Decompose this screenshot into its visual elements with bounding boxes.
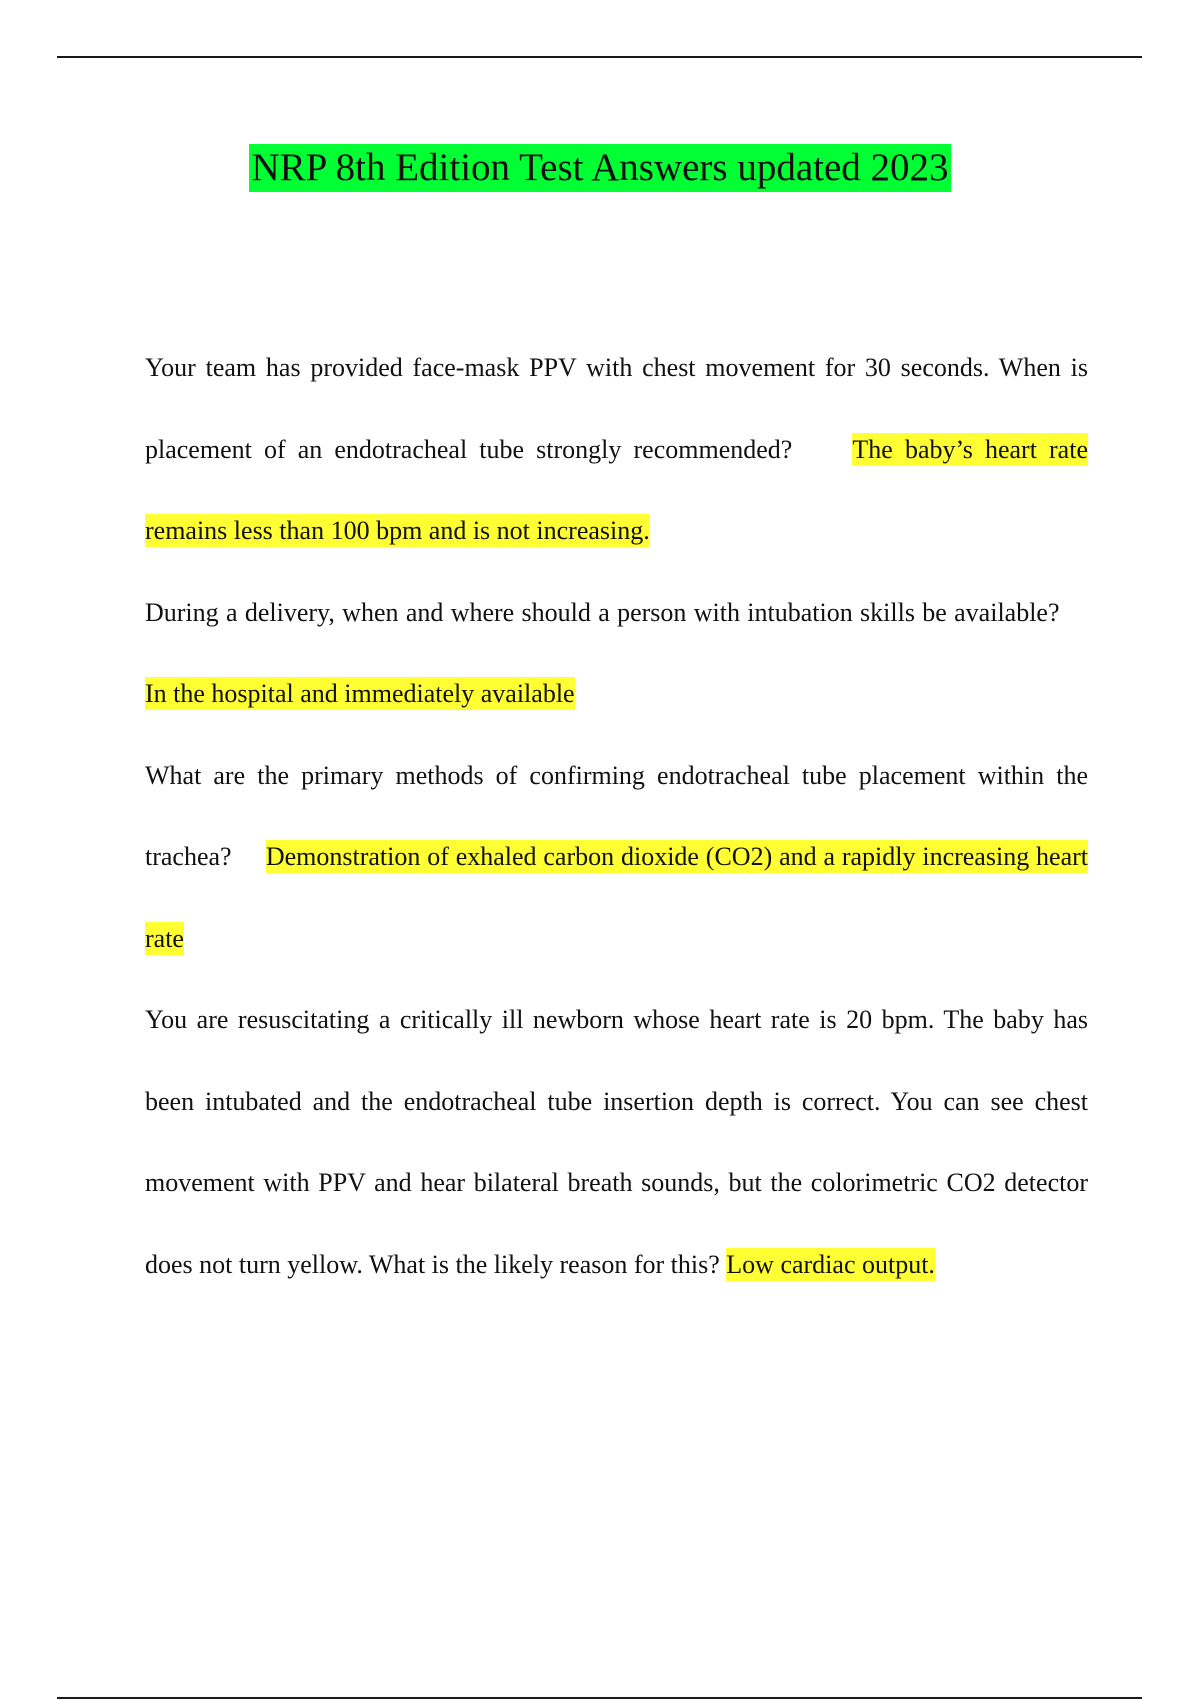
question-text: You are resuscitating a critically ill newborn whose heart rate is 20 bpm. The baby has been intubated and the endotracheal tube insertion depth is correct. You can see chest movement with PPV and hear bilateral breath sounds, but the colorimetric CO2 detector does not turn yellow. What is the likely reason for this?: [145, 1005, 1088, 1279]
qa-item-2: [145, 572, 1088, 735]
question-text: During a delivery, when and where should a person with intubation skills be available?: [145, 597, 1060, 627]
answer-highlight: In the hospital and immediately available: [145, 679, 575, 708]
answer-highlight: Demonstration of exhaled carbon dioxide (CO2) and a rapidly increasing heart rate: [145, 842, 1088, 953]
answer-highlight: The baby’s heart rate remains less than 100 bpm and is not increasing.: [145, 434, 1088, 545]
qa-list: [145, 327, 1088, 1305]
question-text: What are the primary methods of confirming endotracheal tube placement within the trachea?: [145, 760, 1088, 871]
qa-item-4: [145, 979, 1088, 1305]
qa-item-1: [145, 327, 1088, 572]
document-title: NRP 8th Edition Test Answers updated 2023: [249, 144, 950, 192]
title-container: [0, 144, 1200, 192]
question-text: Your team has provided face-mask PPV with chest movement for 30 seconds. When is placement of an endotracheal tube strongly recommended?: [145, 353, 1088, 464]
footer-rule: [57, 1697, 1142, 1699]
header-rule: [57, 56, 1142, 58]
qa-item-3: [145, 735, 1088, 980]
answer-highlight: Low cardiac output.: [726, 1249, 935, 1279]
